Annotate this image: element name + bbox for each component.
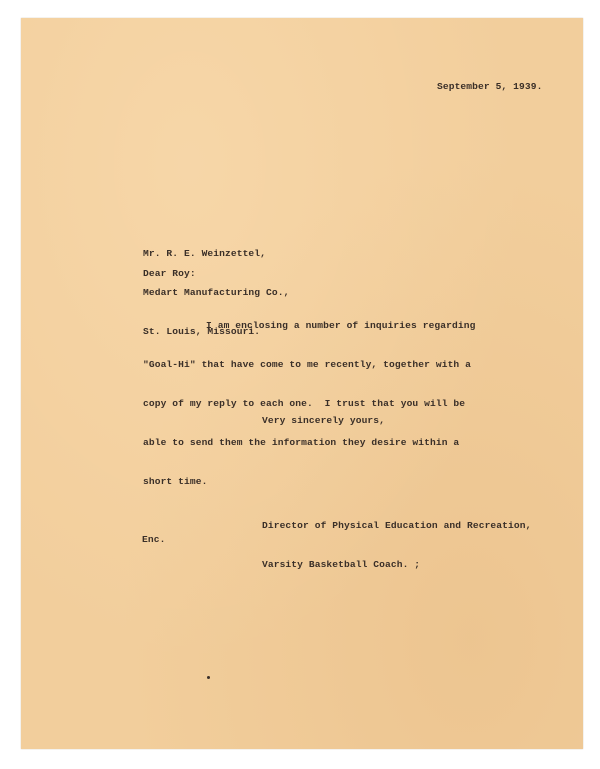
signature-title: Director of Physical Education and Recreation,: [262, 520, 532, 531]
signature-block: [262, 493, 531, 597]
letter-body: [143, 293, 475, 514]
recipient-company: Medart Manufacturing Co.,: [143, 287, 290, 298]
body-line: short time.: [143, 476, 208, 487]
enclosure-note: Enc.: [142, 534, 166, 545]
body-line: able to send them the information they desire within a: [143, 437, 460, 448]
recipient-name: Mr. R. E. Weinzettel,: [143, 248, 267, 259]
letter-page: [21, 18, 583, 749]
recipient-city: St. Louis, Missouri.: [143, 326, 261, 337]
salutation: Dear Roy:: [143, 268, 196, 279]
letter-date: September 5, 1939.: [437, 81, 543, 92]
signature-subtitle: Varsity Basketball Coach. ;: [262, 559, 421, 570]
body-line: copy of my reply to each one. I trust that you will be: [143, 398, 466, 409]
body-line: "Goal-Hi" that have come to me recently, together with a: [143, 359, 472, 370]
complimentary-close: Very sincerely yours,: [262, 415, 386, 426]
ink-speck: [207, 676, 210, 679]
body-line: I am enclosing a number of inquiries regarding: [206, 320, 476, 331]
